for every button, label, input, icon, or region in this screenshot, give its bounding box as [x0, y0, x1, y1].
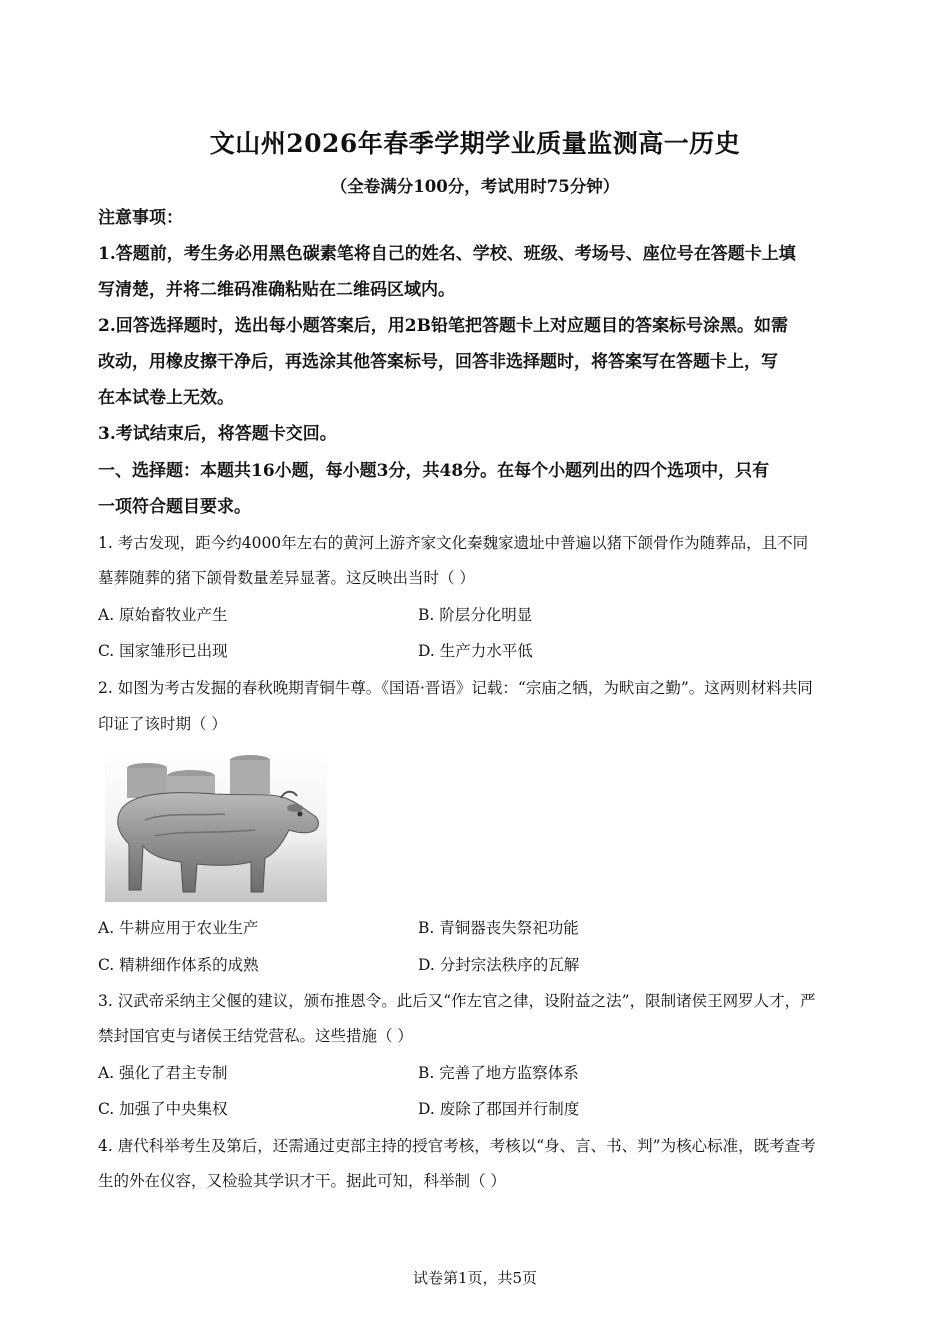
- bronze-ox-zun-figure: [105, 750, 327, 902]
- q2-option-d: D. 分封宗法秩序的瓦解: [418, 956, 580, 974]
- q3-option-b: B. 完善了地方监察体系: [418, 1064, 579, 1082]
- q3-option-a: A. 强化了君主专制: [98, 1064, 228, 1082]
- q1-option-c: C. 国家雏形已出现: [98, 642, 228, 660]
- q2-stem-line-2: 印证了该时期（ ）: [98, 715, 227, 733]
- q1-stem-line-2: 墓葬随葬的猪下颌骨数量差异显著。这反映出当时（ ）: [98, 569, 475, 587]
- note-2-line-2: 改动，用橡皮擦干净后，再选涂其他答案标号，回答非选择题时，将答案写在答题卡上，写: [98, 352, 778, 372]
- q3-stem-line-2: 禁封国官吏与诸侯王结党营私。这些措施（ ）: [98, 1027, 413, 1045]
- q3-option-c: C. 加强了中央集权: [98, 1100, 228, 1118]
- section-1-heading-line-2: 一项符合题目要求。: [98, 497, 251, 517]
- notes-heading: 注意事项：: [98, 208, 183, 228]
- page-footer: 试卷第1页，共5页: [412, 1269, 538, 1287]
- exam-subtitle: （全卷满分100分，考试用时75分钟）: [330, 177, 620, 196]
- q2-option-c: C. 精耕细作体系的成熟: [98, 956, 259, 974]
- q2-option-a: A. 牛耕应用于农业生产: [98, 919, 259, 937]
- note-1-line-2: 写清楚，并将二维码准确粘贴在二维码区域内。: [98, 280, 455, 300]
- note-2-line-1: 2.回答选择题时，选出每小题答案后，用2B铅笔把答题卡上对应题目的答案标号涂黑。如需: [98, 316, 788, 336]
- note-2-line-3: 在本试卷上无效。: [98, 388, 234, 408]
- q3-option-d: D. 废除了郡国并行制度: [418, 1100, 580, 1118]
- q4-stem-line-1: 4. 唐代科举考生及第后，还需通过吏部主持的授官考核，考核以“身、言、书、判”为核心标准，既考查考: [98, 1137, 816, 1155]
- q1-option-a: A. 原始畜牧业产生: [98, 606, 228, 624]
- q1-option-b: B. 阶层分化明显: [418, 606, 533, 624]
- note-3: 3.考试结束后，将答题卡交回。: [98, 424, 337, 444]
- section-1-heading-line-1: 一、选择题：本题共16小题，每小题3分，共48分。在每个小题列出的四个选项中，只有: [98, 461, 770, 481]
- q2-stem-line-1: 2. 如图为考古发掘的春秋晚期青铜牛尊。《国语·晋语》记载：“宗庙之牺，为畎亩之勤”。这两则材料共同: [98, 679, 813, 697]
- q1-stem-line-1: 1. 考古发现，距今约4000年左右的黄河上游齐家文化秦魏家遗址中普遍以猪下颌骨作为随葬品，且不同: [98, 534, 809, 552]
- q1-option-d: D. 生产力水平低: [418, 642, 533, 660]
- note-1-line-1: 1.答题前，考生务必用黑色碳素笔将自己的姓名、学校、班级、考场号、座位号在答题卡上填: [98, 244, 796, 264]
- q2-option-b: B. 青铜器丧失祭祀功能: [418, 919, 579, 937]
- q4-stem-line-2: 生的外在仪容，又检验其学识才干。据此可知，科举制（ ）: [98, 1172, 506, 1190]
- exam-title: 文山州2026年春季学期学业质量监测高一历史: [209, 129, 741, 158]
- q3-stem-line-1: 3. 汉武帝采纳主父偃的建议，颁布推恩令。此后又“作左官之律，设附益之法”，限制诸侯王网罗人才，严: [98, 992, 816, 1010]
